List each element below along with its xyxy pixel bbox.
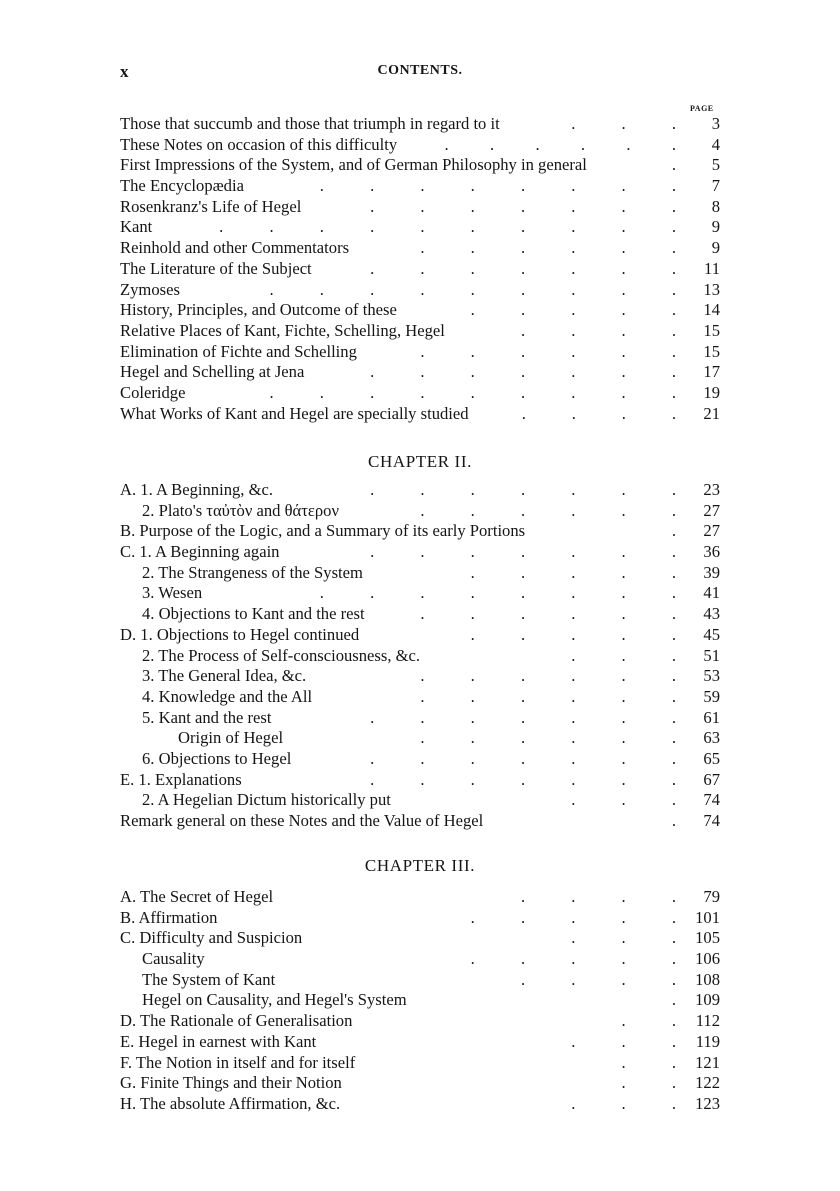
toc-leader-dots: . . (621, 1052, 676, 1072)
toc-leader-dots: . . . . . . (420, 238, 676, 258)
toc-entry (0, 1094, 840, 1115)
toc-leader-dots: . (671, 155, 676, 175)
toc-entry (0, 321, 840, 342)
toc-entry (0, 790, 840, 811)
toc-leader-dots: . . . . . . . (370, 196, 676, 216)
toc-entry (0, 362, 840, 383)
toc-entry-title: 6. Objections to Hegel (142, 748, 292, 768)
toc-page-number: 74 (703, 790, 720, 810)
toc-page-number: 53 (703, 666, 720, 686)
toc-entry (0, 342, 840, 363)
toc-entry-title: B. Purpose of the Logic, and a Summary of its early Portions (120, 521, 526, 541)
toc-page-number: 119 (695, 1031, 720, 1051)
toc-leader-dots: . (671, 990, 676, 1010)
toc-entry (0, 155, 840, 176)
page-number: x (120, 62, 129, 81)
toc-entry (0, 542, 840, 563)
toc-page-number: 121 (695, 1052, 720, 1072)
toc-page-number: 14 (703, 300, 720, 320)
toc-leader-dots: . . . (571, 114, 676, 133)
toc-leader-dots: . . . (571, 645, 676, 665)
toc-entry-title: The Literature of the Subject (120, 258, 312, 278)
toc-page-number: 27 (703, 521, 720, 541)
toc-leader-dots: . . . (571, 1093, 676, 1113)
toc-entry-title: E. Hegel in earnest with Kant (120, 1031, 317, 1051)
toc-leader-dots: . . . . . (470, 624, 676, 644)
toc-entry-title: C. 1. A Beginning again (120, 542, 280, 562)
toc-leader-dots: . . . (571, 928, 676, 948)
toc-page-number: 4 (711, 134, 720, 154)
toc-entry-title: D. 1. Objections to Hegel continued (120, 624, 360, 644)
toc-entry-title: Hegel and Schelling at Jena (120, 362, 305, 382)
toc-page-number: 27 (703, 500, 720, 520)
toc-entry-title: 2. The Strangeness of the System (142, 562, 363, 582)
toc-entry-title: 3. The General Idea, &c. (142, 666, 307, 686)
toc-page-number: 41 (703, 583, 720, 603)
toc-leader-dots: . . . . . . . (370, 748, 676, 768)
toc-entry-title: E. 1. Explanations (120, 769, 242, 789)
toc-page-number: 101 (695, 907, 720, 927)
toc-entry-title: A. The Secret of Hegel (120, 887, 274, 906)
toc-page-number: 59 (703, 686, 720, 706)
toc-entry-title: 2. The Process of Self-consciousness, &c. (142, 645, 421, 665)
toc-entry (0, 300, 840, 321)
toc-leader-dots: . . . . . . . (370, 542, 676, 562)
toc-page-number: 39 (703, 562, 720, 582)
toc-entry (0, 908, 840, 929)
toc-entry (0, 749, 840, 770)
toc-leader-dots: . (671, 521, 676, 541)
toc-page-number: 106 (695, 949, 720, 969)
toc-entry-title: 2. Plato's ταὐτὸν and θάτερον (142, 500, 339, 520)
toc-page-number: 63 (703, 728, 720, 748)
toc-entry (0, 1011, 840, 1032)
running-head: CONTENTS. (377, 63, 463, 78)
toc-entry (0, 604, 840, 625)
toc-entry (0, 583, 840, 604)
toc-leader-dots: . . . . . . . . . (269, 382, 676, 402)
toc-page-number: 19 (703, 382, 720, 402)
toc-leader-dots: . . . . (520, 969, 676, 989)
toc-entry-title: Causality (142, 949, 205, 969)
toc-page-number: 9 (711, 238, 720, 258)
toc-page-number: 5 (711, 155, 720, 175)
toc-entry (0, 949, 840, 970)
toc-page-number: 65 (703, 748, 720, 768)
toc-entry (0, 135, 840, 156)
toc-entry-title: H. The absolute Affirmation, &c. (120, 1093, 341, 1113)
toc-page-number: 74 (703, 811, 720, 830)
toc-entry (0, 521, 840, 542)
toc-leader-dots: . . . . . . . . (319, 176, 676, 196)
toc-entry-title: Reinhold and other Commentators (120, 238, 350, 258)
toc-entry-title: B. Affirmation (120, 907, 218, 927)
toc-leader-dots: . . . . . . (420, 604, 676, 624)
toc-entry (0, 114, 840, 135)
toc-leader-dots: . . . . . . . (370, 362, 676, 382)
toc-page-number: 9 (711, 217, 720, 237)
toc-page-number: 15 (703, 320, 720, 340)
toc-page-number: 8 (711, 196, 720, 216)
toc-page-number: 13 (703, 279, 720, 299)
toc-leader-dots: . . . . . . . . . (269, 279, 676, 299)
toc-entry (0, 176, 840, 197)
toc-entry-title: 4. Objections to Kant and the rest (142, 604, 365, 624)
contents-chapter-2 (0, 480, 840, 832)
toc-leader-dots: . . . . . (470, 949, 676, 969)
toc-page-number: 36 (703, 542, 720, 562)
toc-entry (0, 1032, 840, 1053)
toc-entry (0, 928, 840, 949)
toc-page-number: 3 (711, 114, 720, 133)
toc-entry-title: Remark general on these Notes and the Value of Hegel (120, 811, 484, 830)
toc-entry (0, 728, 840, 749)
toc-page-number: 122 (695, 1073, 720, 1093)
toc-entry (0, 1073, 840, 1094)
toc-entry (0, 217, 840, 238)
toc-entry-title: Relative Places of Kant, Fichte, Schelling, Hegel (120, 320, 445, 340)
toc-entry (0, 563, 840, 584)
toc-page-number: 23 (703, 480, 720, 499)
toc-entry-title: Zymoses (120, 279, 180, 299)
toc-entry-title: Hegel on Causality, and Hegel's System (142, 990, 407, 1010)
toc-leader-dots: . . . . . . (420, 728, 676, 748)
toc-entry-title: Coleridge (120, 382, 186, 402)
toc-leader-dots: . . . . . (470, 300, 676, 320)
toc-entry (0, 687, 840, 708)
toc-leader-dots: . . (621, 1073, 676, 1093)
toc-entry (0, 666, 840, 687)
toc-page-number: 15 (703, 341, 720, 361)
toc-page-number: 11 (704, 258, 720, 278)
toc-leader-dots: . . . (571, 790, 676, 810)
toc-page-number: 7 (711, 176, 720, 196)
toc-entry-title: Those that succumb and those that triumph in regard to it (120, 114, 500, 133)
toc-entry-title: History, Principles, and Outcome of these (120, 300, 397, 320)
toc-entry (0, 970, 840, 991)
toc-leader-dots: . . . . . . . . (319, 583, 676, 603)
toc-entry (0, 887, 840, 908)
toc-entry-title: F. The Notion in itself and for itself (120, 1052, 356, 1072)
toc-leader-dots: . . . . . . (420, 341, 676, 361)
toc-leader-dots: . . . . (521, 403, 676, 423)
toc-entry-title: 2. A Hegelian Dictum historically put (142, 790, 391, 810)
toc-entry-title: 4. Knowledge and the All (142, 686, 313, 706)
toc-leader-dots: . . . . . . . . . . (219, 217, 676, 237)
toc-page-number: 61 (703, 707, 720, 727)
toc-entry (0, 646, 840, 667)
toc-entry (0, 990, 840, 1011)
toc-leader-dots: . . . . . . (420, 686, 676, 706)
toc-entry-title: First Impressions of the System, and of German Philosophy in general (120, 155, 587, 175)
toc-entry (0, 259, 840, 280)
toc-entry (0, 770, 840, 791)
toc-entry-title: G. Finite Things and their Notion (120, 1073, 342, 1093)
toc-entry-title: A. 1. A Beginning, &c. (120, 480, 274, 499)
toc-entry (0, 625, 840, 646)
contents-chapter-3 (0, 887, 840, 1115)
toc-entry-title: Rosenkranz's Life of Hegel (120, 196, 302, 216)
toc-leader-dots: . (671, 811, 676, 830)
chapter-3-heading: CHAPTER III. (364, 856, 476, 875)
toc-leader-dots: . . . . . (470, 562, 676, 582)
toc-leader-dots: . . . . . . . (370, 258, 676, 278)
toc-leader-dots: . . . . . . . (370, 707, 676, 727)
toc-page-number: 21 (703, 403, 720, 423)
toc-leader-dots: . . (621, 1011, 676, 1031)
toc-page-number: 79 (703, 887, 720, 906)
toc-page-number: 112 (695, 1011, 720, 1031)
toc-leader-dots: . . . . . . . (370, 480, 676, 499)
toc-leader-dots: . . . . . . (444, 134, 676, 154)
toc-leader-dots: . . . . (520, 887, 676, 906)
toc-page-number: 67 (703, 769, 720, 789)
toc-entry-title: D. The Rationale of Generalisation (120, 1011, 353, 1031)
toc-entry-title: Origin of Hegel (178, 728, 284, 748)
toc-page-number: 51 (703, 645, 720, 665)
toc-page-number: 17 (703, 362, 720, 382)
toc-entry-title: The Encyclopædia (120, 176, 244, 196)
toc-entry (0, 480, 840, 501)
toc-entry (0, 238, 840, 259)
toc-entry-title: The System of Kant (142, 969, 276, 989)
chapter-2-heading: CHAPTER II. (368, 452, 472, 471)
toc-entry-title: C. Difficulty and Suspicion (120, 928, 303, 948)
contents-section-1 (0, 114, 840, 424)
toc-entry (0, 280, 840, 301)
toc-entry (0, 708, 840, 729)
page-column-label: PAGE (690, 104, 714, 113)
toc-entry-title: 3. Wesen (142, 583, 203, 603)
toc-page-number: 108 (695, 969, 720, 989)
toc-entry (0, 811, 840, 832)
toc-entry-title: Kant (120, 217, 153, 237)
toc-entry (0, 1053, 840, 1074)
toc-page-number: 109 (695, 990, 720, 1010)
toc-leader-dots: . . . . (520, 320, 676, 340)
toc-entry (0, 197, 840, 218)
toc-entry (0, 404, 840, 425)
toc-entry-title: 5. Kant and the rest (142, 707, 272, 727)
toc-page-number: 43 (703, 604, 720, 624)
toc-leader-dots: . . . . . . . (370, 769, 676, 789)
toc-page-number: 105 (695, 928, 720, 948)
toc-page-number: 45 (703, 624, 720, 644)
toc-leader-dots: . . . (571, 1031, 676, 1051)
page-header (0, 62, 840, 84)
toc-page-number: 123 (695, 1093, 720, 1113)
toc-leader-dots: . . . . . . (420, 500, 676, 520)
toc-leader-dots: . . . . . (470, 907, 676, 927)
toc-entry-title: Elimination of Fichte and Schelling (120, 341, 357, 361)
toc-leader-dots: . . . . . . (420, 666, 676, 686)
toc-entry (0, 383, 840, 404)
toc-entry-title: What Works of Kant and Hegel are specially studied (120, 403, 469, 423)
toc-entry (0, 501, 840, 522)
toc-entry-title: These Notes on occasion of this difficulty (120, 134, 398, 154)
